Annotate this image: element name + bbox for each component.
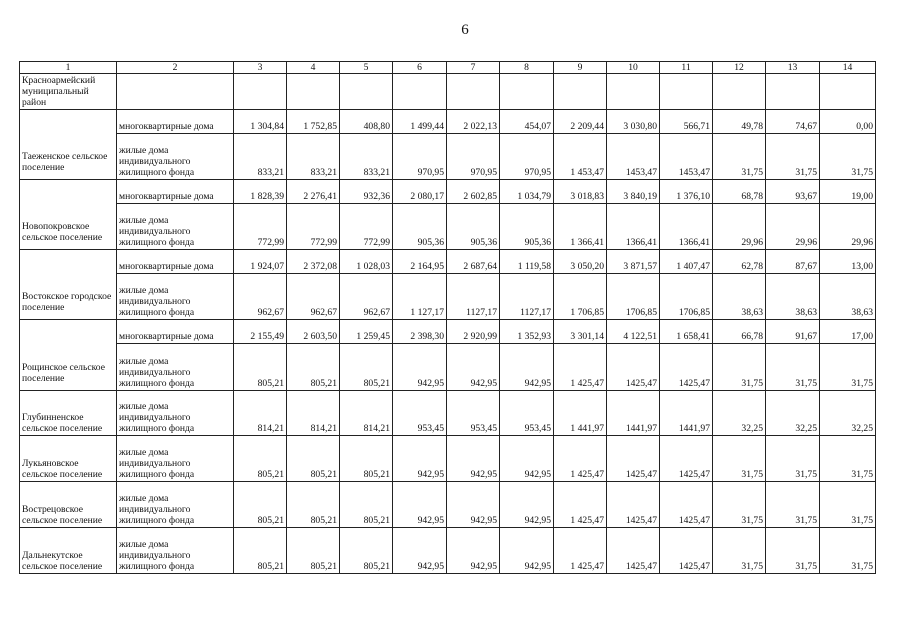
housing-type: многоквартирные дома bbox=[117, 180, 234, 204]
value-cell: 2 022,13 bbox=[447, 110, 500, 134]
empty-cell bbox=[117, 74, 234, 110]
value-cell: 38,63 bbox=[713, 274, 766, 320]
value-cell: 1 441,97 bbox=[554, 391, 607, 436]
value-cell: 1425,47 bbox=[607, 482, 660, 528]
value-cell: 942,95 bbox=[500, 528, 554, 574]
value-cell: 31,75 bbox=[820, 134, 876, 180]
housing-type: жилые дома индивидуального жилищного фонда bbox=[117, 528, 234, 574]
empty-cell bbox=[554, 74, 607, 110]
value-cell: 31,75 bbox=[713, 482, 766, 528]
value-cell: 962,67 bbox=[340, 274, 393, 320]
value-cell: 1425,47 bbox=[607, 344, 660, 391]
empty-cell bbox=[287, 74, 340, 110]
header-cell: 2 bbox=[117, 62, 234, 74]
value-cell: 38,63 bbox=[766, 274, 820, 320]
value-cell: 31,75 bbox=[766, 482, 820, 528]
page-number: 6 bbox=[461, 22, 469, 38]
header-cell: 6 bbox=[393, 62, 447, 74]
value-cell: 805,21 bbox=[234, 482, 287, 528]
value-cell: 91,67 bbox=[766, 320, 820, 344]
value-cell: 2 398,30 bbox=[393, 320, 447, 344]
value-cell: 1 407,47 bbox=[660, 250, 713, 274]
header-cell: 3 bbox=[234, 62, 287, 74]
value-cell: 62,78 bbox=[713, 250, 766, 274]
header-cell: 4 bbox=[287, 62, 340, 74]
value-cell: 68,78 bbox=[713, 180, 766, 204]
value-cell: 17,00 bbox=[820, 320, 876, 344]
value-cell: 805,21 bbox=[340, 482, 393, 528]
table-row bbox=[20, 391, 876, 436]
empty-cell bbox=[660, 74, 713, 110]
header-cell: 13 bbox=[766, 62, 820, 74]
value-cell: 942,95 bbox=[447, 344, 500, 391]
header-cell: 12 bbox=[713, 62, 766, 74]
value-cell: 1 028,03 bbox=[340, 250, 393, 274]
value-cell: 1366,41 bbox=[660, 204, 713, 250]
value-cell: 772,99 bbox=[340, 204, 393, 250]
value-cell: 1 119,58 bbox=[500, 250, 554, 274]
value-cell: 13,00 bbox=[820, 250, 876, 274]
value-cell: 31,75 bbox=[766, 344, 820, 391]
empty-cell bbox=[766, 74, 820, 110]
value-cell: 905,36 bbox=[447, 204, 500, 250]
value-cell: 1453,47 bbox=[660, 134, 713, 180]
header-cell: 14 bbox=[820, 62, 876, 74]
value-cell: 805,21 bbox=[234, 436, 287, 482]
value-cell: 772,99 bbox=[234, 204, 287, 250]
empty-cell bbox=[820, 74, 876, 110]
value-cell: 3 871,57 bbox=[607, 250, 660, 274]
value-cell: 31,75 bbox=[766, 436, 820, 482]
value-cell: 1425,47 bbox=[660, 482, 713, 528]
value-cell: 962,67 bbox=[287, 274, 340, 320]
value-cell: 3 030,80 bbox=[607, 110, 660, 134]
value-cell: 29,96 bbox=[820, 204, 876, 250]
value-cell: 31,75 bbox=[713, 134, 766, 180]
value-cell: 953,45 bbox=[447, 391, 500, 436]
table-row bbox=[20, 110, 876, 134]
settlement-name: Новопокровское сельское поселение bbox=[20, 180, 117, 250]
value-cell: 962,67 bbox=[234, 274, 287, 320]
header-cell: 1 bbox=[20, 62, 117, 74]
empty-cell bbox=[340, 74, 393, 110]
value-cell: 1441,97 bbox=[607, 391, 660, 436]
value-cell: 408,80 bbox=[340, 110, 393, 134]
value-cell: 953,45 bbox=[500, 391, 554, 436]
table-row bbox=[20, 344, 876, 391]
value-cell: 1 706,85 bbox=[554, 274, 607, 320]
value-cell: 1441,97 bbox=[660, 391, 713, 436]
table-row bbox=[20, 320, 876, 344]
value-cell: 814,21 bbox=[287, 391, 340, 436]
value-cell: 1706,85 bbox=[660, 274, 713, 320]
value-cell: 29,96 bbox=[766, 204, 820, 250]
table-row bbox=[20, 250, 876, 274]
empty-cell bbox=[607, 74, 660, 110]
empty-cell bbox=[447, 74, 500, 110]
value-cell: 805,21 bbox=[287, 482, 340, 528]
value-cell: 32,25 bbox=[766, 391, 820, 436]
housing-type: жилые дома индивидуального жилищного фонда bbox=[117, 134, 234, 180]
value-cell: 814,21 bbox=[234, 391, 287, 436]
empty-cell bbox=[500, 74, 554, 110]
table-row bbox=[20, 274, 876, 320]
value-cell: 805,21 bbox=[234, 528, 287, 574]
value-cell: 1 425,47 bbox=[554, 344, 607, 391]
value-cell: 970,95 bbox=[447, 134, 500, 180]
value-cell: 31,75 bbox=[820, 344, 876, 391]
value-cell: 19,00 bbox=[820, 180, 876, 204]
value-cell: 833,21 bbox=[340, 134, 393, 180]
value-cell: 32,25 bbox=[713, 391, 766, 436]
value-cell: 31,75 bbox=[713, 436, 766, 482]
value-cell: 805,21 bbox=[287, 344, 340, 391]
value-cell: 31,75 bbox=[820, 528, 876, 574]
value-cell: 942,95 bbox=[500, 482, 554, 528]
value-cell: 3 050,20 bbox=[554, 250, 607, 274]
value-cell: 970,95 bbox=[500, 134, 554, 180]
value-cell: 833,21 bbox=[287, 134, 340, 180]
table-row bbox=[20, 436, 876, 482]
header-cell: 11 bbox=[660, 62, 713, 74]
settlement-name: Дальнекутское сельское поселение bbox=[20, 528, 117, 574]
value-cell: 942,95 bbox=[393, 528, 447, 574]
value-cell: 805,21 bbox=[340, 528, 393, 574]
value-cell: 74,67 bbox=[766, 110, 820, 134]
settlement-name: Вострецовское сельское поселение bbox=[20, 482, 117, 528]
table-row bbox=[20, 528, 876, 574]
value-cell: 1 304,84 bbox=[234, 110, 287, 134]
value-cell: 3 840,19 bbox=[607, 180, 660, 204]
region-title: Красноармейский муниципальный район bbox=[20, 74, 117, 110]
value-cell: 32,25 bbox=[820, 391, 876, 436]
value-cell: 31,75 bbox=[713, 528, 766, 574]
value-cell: 1425,47 bbox=[660, 436, 713, 482]
value-cell: 1 658,41 bbox=[660, 320, 713, 344]
table-row bbox=[20, 482, 876, 528]
tariff-table bbox=[19, 61, 876, 574]
value-cell: 805,21 bbox=[234, 344, 287, 391]
value-cell: 1453,47 bbox=[607, 134, 660, 180]
header-cell: 10 bbox=[607, 62, 660, 74]
value-cell: 49,78 bbox=[713, 110, 766, 134]
value-cell: 31,75 bbox=[766, 528, 820, 574]
value-cell: 1 366,41 bbox=[554, 204, 607, 250]
value-cell: 805,21 bbox=[287, 528, 340, 574]
value-cell: 932,36 bbox=[340, 180, 393, 204]
value-cell: 1425,47 bbox=[660, 344, 713, 391]
value-cell: 1706,85 bbox=[607, 274, 660, 320]
housing-type: жилые дома индивидуального жилищного фонда bbox=[117, 344, 234, 391]
value-cell: 1 828,39 bbox=[234, 180, 287, 204]
empty-cell bbox=[234, 74, 287, 110]
value-cell: 942,95 bbox=[447, 528, 500, 574]
value-cell: 1366,41 bbox=[607, 204, 660, 250]
empty-cell bbox=[713, 74, 766, 110]
settlement-name: Рощинское сельское поселение bbox=[20, 320, 117, 391]
value-cell: 29,96 bbox=[713, 204, 766, 250]
housing-type: жилые дома индивидуального жилищного фонда bbox=[117, 274, 234, 320]
value-cell: 1 425,47 bbox=[554, 436, 607, 482]
header-cell: 8 bbox=[500, 62, 554, 74]
value-cell: 1 352,93 bbox=[500, 320, 554, 344]
value-cell: 454,07 bbox=[500, 110, 554, 134]
value-cell: 953,45 bbox=[393, 391, 447, 436]
value-cell: 2 276,41 bbox=[287, 180, 340, 204]
value-cell: 1 127,17 bbox=[393, 274, 447, 320]
value-cell: 566,71 bbox=[660, 110, 713, 134]
housing-type: жилые дома индивидуального жилищного фонда bbox=[117, 391, 234, 436]
settlement-name: Лукьяновское сельское поселение bbox=[20, 436, 117, 482]
value-cell: 2 209,44 bbox=[554, 110, 607, 134]
value-cell: 942,95 bbox=[500, 436, 554, 482]
value-cell: 87,67 bbox=[766, 250, 820, 274]
value-cell: 2 155,49 bbox=[234, 320, 287, 344]
housing-type: многоквартирные дома bbox=[117, 320, 234, 344]
value-cell: 31,75 bbox=[820, 482, 876, 528]
value-cell: 2 080,17 bbox=[393, 180, 447, 204]
value-cell: 942,95 bbox=[447, 482, 500, 528]
value-cell: 942,95 bbox=[393, 344, 447, 391]
value-cell: 833,21 bbox=[234, 134, 287, 180]
value-cell: 772,99 bbox=[287, 204, 340, 250]
value-cell: 3 301,14 bbox=[554, 320, 607, 344]
housing-type: многоквартирные дома bbox=[117, 250, 234, 274]
value-cell: 2 687,64 bbox=[447, 250, 500, 274]
value-cell: 3 018,83 bbox=[554, 180, 607, 204]
value-cell: 38,63 bbox=[820, 274, 876, 320]
value-cell: 2 603,50 bbox=[287, 320, 340, 344]
value-cell: 2 372,08 bbox=[287, 250, 340, 274]
value-cell: 905,36 bbox=[393, 204, 447, 250]
value-cell: 4 122,51 bbox=[607, 320, 660, 344]
housing-type: многоквартирные дома bbox=[117, 110, 234, 134]
value-cell: 970,95 bbox=[393, 134, 447, 180]
housing-type: жилые дома индивидуального жилищного фонда bbox=[117, 436, 234, 482]
settlement-name: Востокское городское поселение bbox=[20, 250, 117, 320]
value-cell: 31,75 bbox=[820, 436, 876, 482]
value-cell: 1 259,45 bbox=[340, 320, 393, 344]
empty-cell bbox=[393, 74, 447, 110]
value-cell: 1 499,44 bbox=[393, 110, 447, 134]
value-cell: 942,95 bbox=[500, 344, 554, 391]
value-cell: 2 602,85 bbox=[447, 180, 500, 204]
value-cell: 93,67 bbox=[766, 180, 820, 204]
value-cell: 0,00 bbox=[820, 110, 876, 134]
region-row bbox=[20, 74, 876, 110]
header-cell: 7 bbox=[447, 62, 500, 74]
value-cell: 1 034,79 bbox=[500, 180, 554, 204]
value-cell: 31,75 bbox=[766, 134, 820, 180]
value-cell: 1 924,07 bbox=[234, 250, 287, 274]
housing-type: жилые дома индивидуального жилищного фонда bbox=[117, 482, 234, 528]
value-cell: 1 453,47 bbox=[554, 134, 607, 180]
value-cell: 942,95 bbox=[447, 436, 500, 482]
value-cell: 1425,47 bbox=[660, 528, 713, 574]
settlement-name: Глубинненское сельское поселение bbox=[20, 391, 117, 436]
value-cell: 1 425,47 bbox=[554, 528, 607, 574]
header-cell: 9 bbox=[554, 62, 607, 74]
value-cell: 2 920,99 bbox=[447, 320, 500, 344]
value-cell: 1 376,10 bbox=[660, 180, 713, 204]
housing-type: жилые дома индивидуального жилищного фонда bbox=[117, 204, 234, 250]
value-cell: 1 752,85 bbox=[287, 110, 340, 134]
table-row bbox=[20, 134, 876, 180]
value-cell: 1127,17 bbox=[447, 274, 500, 320]
value-cell: 805,21 bbox=[340, 436, 393, 482]
value-cell: 1425,47 bbox=[607, 436, 660, 482]
table-row bbox=[20, 204, 876, 250]
value-cell: 805,21 bbox=[287, 436, 340, 482]
value-cell: 905,36 bbox=[500, 204, 554, 250]
value-cell: 942,95 bbox=[393, 482, 447, 528]
table-row bbox=[20, 180, 876, 204]
value-cell: 2 164,95 bbox=[393, 250, 447, 274]
value-cell: 31,75 bbox=[713, 344, 766, 391]
header-cell: 5 bbox=[340, 62, 393, 74]
value-cell: 1 425,47 bbox=[554, 482, 607, 528]
settlement-name: Таеженское сельское поселение bbox=[20, 110, 117, 180]
value-cell: 1127,17 bbox=[500, 274, 554, 320]
value-cell: 1425,47 bbox=[607, 528, 660, 574]
value-cell: 814,21 bbox=[340, 391, 393, 436]
header-row bbox=[20, 62, 876, 74]
value-cell: 805,21 bbox=[340, 344, 393, 391]
value-cell: 66,78 bbox=[713, 320, 766, 344]
value-cell: 942,95 bbox=[393, 436, 447, 482]
